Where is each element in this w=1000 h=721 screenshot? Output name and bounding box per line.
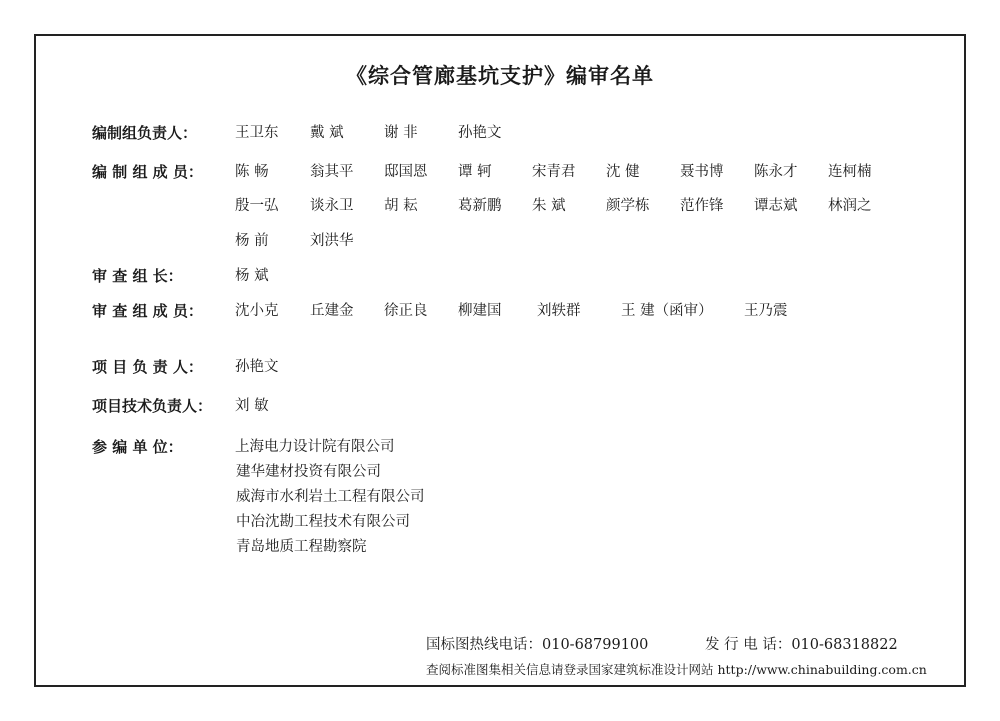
compile-member-name: 沈 健 [606,164,640,180]
participant-unit: 建华建材投资有限公司 [236,464,381,480]
page-title: 《综合管廊基坑支护》编审名单 [346,64,654,88]
review-member-name: 王乃震 [744,303,788,319]
participant-unit: 中冶沈勘工程技术有限公司 [236,514,410,530]
compile-member-name: 邸国恩 [384,164,428,180]
compile-member-name: 连柯楠 [828,164,872,180]
compile-member-name: 林润之 [828,198,872,214]
review-member-name: 刘轶群 [537,303,581,319]
compile-leader-name: 王卫东 [235,125,279,141]
compile-member-name: 陈永才 [754,164,798,180]
compile-leader-name: 戴 斌 [310,125,344,141]
compile-leader-name: 孙艳文 [458,125,502,141]
compile-member-name: 殷一弘 [235,198,279,214]
compile-member-name: 胡 耘 [384,198,418,214]
compile-member-name: 颜学栋 [606,198,650,214]
compile-member-name: 刘洪华 [310,233,354,249]
participant-unit: 上海电力设计院有限公司 [235,439,395,455]
compile-leader-name: 谢 非 [384,125,418,141]
participant-unit: 威海市水利岩土工程有限公司 [236,489,425,505]
compile-member-name: 宋青君 [532,164,576,180]
compile-member-name: 谈永卫 [310,198,354,214]
compile-member-name: 朱 斌 [532,198,566,214]
compile-member-name: 陈 畅 [235,164,269,180]
compile-member-name: 翁其平 [310,164,354,180]
compile-member-name: 杨 前 [235,233,269,249]
compile-leaders-label: 编制组负责人： [92,124,198,142]
review-member-name: 柳建国 [458,303,502,319]
compile-member-name: 谭 轲 [458,164,492,180]
compile-member-name: 葛新鹏 [458,198,502,214]
compile-member-name: 谭志斌 [754,198,798,214]
footer-sales-phone: 发 行 电 话：010-68318822 [705,637,898,653]
participant-unit: 青岛地质工程勘察院 [236,539,367,555]
footer-website: 查阅标准图集相关信息请登录国家建筑标准设计网站 http://www.chinabuilding.com.cn [426,662,927,677]
project-leader-label: 项 目 负 责 人： [92,358,203,376]
footer-hotline: 国标图热线电话：010-68799100 [426,637,649,653]
tech-leader-label: 项目技术负责人： [92,397,213,415]
review-members-label: 审 查 组 成 员： [92,302,203,320]
participants-label: 参 编 单 位： [92,438,183,456]
review-member-name: 丘建金 [310,303,354,319]
compile-member-name: 聂书博 [680,164,724,180]
compile-member-name: 范作锋 [680,198,724,214]
compile-members-label: 编 制 组 成 员： [92,163,203,181]
review-member-name: 王 建（函审） [621,303,713,319]
review-member-name: 沈小克 [235,303,279,319]
review-leader-label: 审 查 组 长： [92,267,183,285]
project-leader-name: 孙艳文 [235,359,279,375]
tech-leader-name: 刘 敏 [235,398,269,414]
review-member-name: 徐正良 [384,303,428,319]
review-leader-name: 杨 斌 [235,268,269,284]
